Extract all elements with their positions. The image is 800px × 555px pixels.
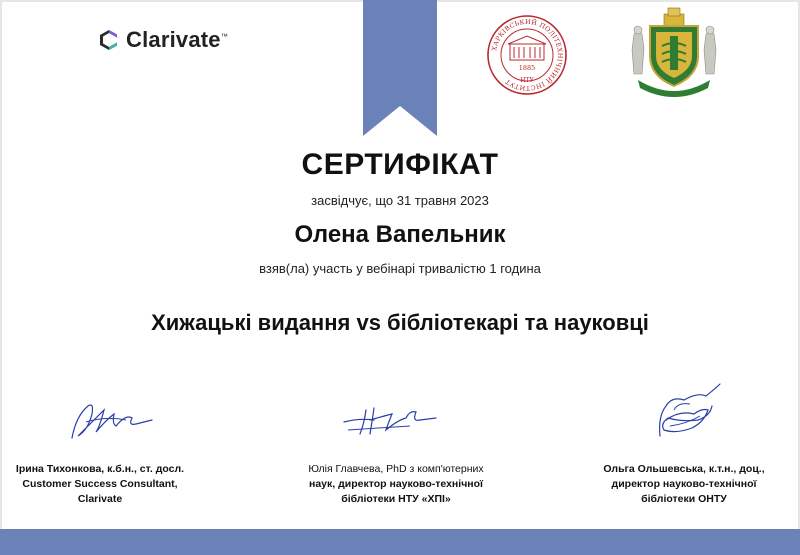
certificate-title: СЕРТИФІКАТ [301,148,499,181]
ribbon-decoration [363,0,437,138]
signature-1 [66,396,156,444]
signatory-2-caption: Юлія Главчева, PhD з комп'ютерних наук, директор науково-технічної бібліотеки НТУ «ХПІ» [308,463,484,505]
clarivate-mark-icon [98,28,120,52]
clarivate-wordmark: Clarivate™ [126,27,228,52]
ontu-crest-logo [624,6,724,104]
certifies-date-line: засвідчує, що 31 травня 2023 [311,193,489,208]
khpi-seal-logo [486,14,568,96]
recipient-name: Олена Вапельник [294,221,506,248]
signatory-3-caption: Ольга Ольшевська, к.т.н., доц., директор науково-технічної бібліотеки ОНТУ [603,463,765,505]
signature-3 [650,380,726,444]
svg-text:НТУ: НТУ [520,77,534,84]
clarivate-logo [98,27,228,53]
webinar-title: Хижацькі видання vs бібліотекарі та науковці [151,310,649,335]
svg-text:1885: 1885 [518,64,536,72]
signatory-1-caption: Ірина Тихонкова, к.б.н., ст. досл. Customer Success Consultant, Clarivate [15,463,185,505]
svg-text:ХАРКІВСЬКИЙ ПОЛІТЕХНІЧНИЙ ІНСТ: ХАРКІВСЬКИЙ ПОЛІТЕХНІЧНИЙ ІНСТИТУТ [490,17,565,93]
participation-line: взяв(ла) участь у вебінарі тривалістю 1 година [259,261,541,276]
bottom-band [0,529,800,555]
signature-2 [340,400,440,440]
